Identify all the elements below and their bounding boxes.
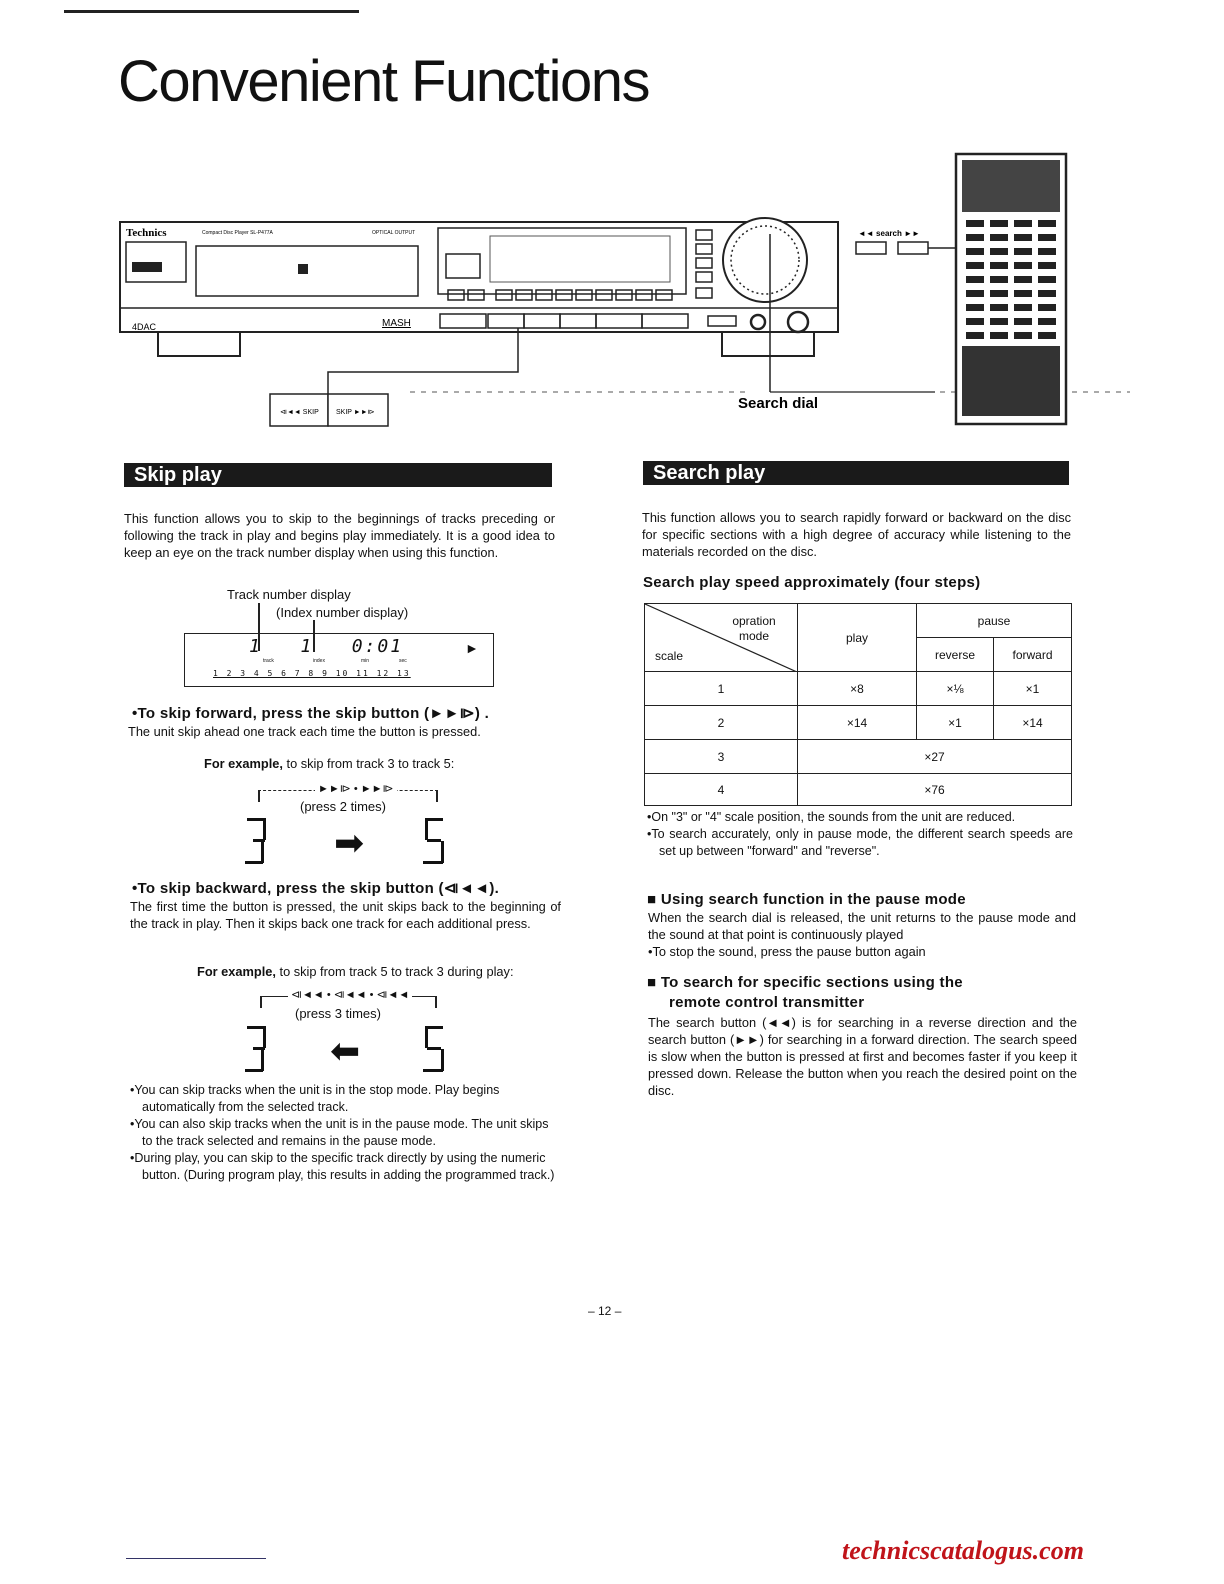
search-buttons-label: ◄◄ search ►► [858,229,920,238]
skip-forward-callout-label: SKIP ►►⧐ [336,409,375,416]
row1-play: ×8 [798,672,917,706]
page-number: – 12 – [588,1304,622,1318]
player-foot-right [722,332,814,356]
press3-symbols: ⧏◄◄ • ⧏◄◄ • ⧏◄◄ [288,988,412,1001]
skip-back-callout-label: ⧏◄◄ SKIP [280,409,319,416]
page-title: Convenient Functions [118,49,649,114]
track-number-display-label: Track number display [227,587,351,602]
top-rule [64,10,359,13]
skip-forward-heading: •To skip forward, press the skip button (►►⧐) . [132,705,490,722]
lcd-digits: 1 1 0:01 [249,636,404,657]
left-arrow-icon: ⬅ [330,1030,361,1071]
example-2-text: to skip from track 5 to track 3 during play: [275,964,514,979]
row2-scale: 2 [645,706,798,740]
remote-text: The search button (◄◄) is for searching in a reverse direction and the search button (►►) for searching in a forward direction. The search speed is slow when the button is pressed at first and becomes faster if you keep it pressed down. Release the button when you reach the desired point on the disc. [648,1015,1077,1098]
pause-mode-heading: ■ Using search function in the pause mode [647,891,966,908]
mash-text: MASH [382,318,411,329]
table-note-2: •To search accurately, only in pause mode, the different search speeds are set up between "forward" and "reverse". [647,827,1073,858]
skip-play-heading: Skip play [124,463,552,487]
play-indicator-icon: ► [465,640,479,656]
example-1 [204,756,454,771]
remote-heading-line2: remote control transmitter [669,994,865,1011]
example-1-bold: For example, [204,756,283,771]
search-play-heading: Search play [643,461,1069,485]
skip-notes [130,1082,561,1184]
table-row [645,672,1072,706]
digit-3-before [245,818,267,866]
press3-label: (press 3 times) [295,1006,381,1021]
row1-reverse: ×⅛ [917,672,994,706]
lcd-display [184,633,494,687]
search-speed-table [644,603,1072,806]
footer-rule [126,1558,266,1559]
row2-reverse: ×1 [917,706,994,740]
brand-text: Technics [126,227,167,239]
footer-link[interactable]: technicscatalogus.com [842,1536,1084,1565]
table-row [645,706,1072,740]
scale-header: scale [655,649,684,663]
reverse-header: reverse [917,638,994,672]
press2-label: (press 2 times) [300,799,386,814]
skip-backward-text: The first time the button is pressed, the unit skips back to the beginning of the track in play. Then it skips back one track for each additional press. [130,899,561,931]
skip-play-intro: This function allows you to skip to the beginnings of tracks preceding or following the track in play and begins play immediately. It is a good idea to keep an eye on the track number display when using this function. [124,511,555,560]
skip-backward-heading: •To skip backward, press the skip button (⧏◄◄). [132,880,500,897]
model-text: Compact Disc Player SL-P477A [202,230,273,236]
lcd-caption-track: track [263,658,274,664]
row1-forward: ×1 [994,672,1072,706]
digit-3-target [245,1026,267,1074]
example-1-text: to skip from track 3 to track 5: [282,756,455,771]
cd-logo [298,264,308,274]
row4-scale: 4 [645,774,798,806]
fourdac-text: 4DAC [132,322,157,332]
table-note-1: •On "3" or "4" scale position, the sounds from the unit are reduced. [647,810,1016,824]
operation-mode-header: opration mode [732,614,776,643]
device-illustration [110,150,1140,440]
table-title: Search play speed approximately (four steps) [643,574,981,591]
press2-symbols: ►►⧐ • ►►⧐ [315,782,397,795]
row2-forward: ×14 [994,706,1072,740]
search-dial-knob [723,218,807,302]
search-back-button-illustration [856,242,886,254]
table-corner-cell [645,604,798,672]
row4-speed: ×76 [798,774,1072,806]
row3-scale: 3 [645,740,798,774]
forward-header: forward [994,638,1072,672]
search-dial-label: Search dial [738,395,819,412]
lcd-caption-sec: sec [399,658,407,664]
skip-note-2: •You can also skip tracks when the unit is in the pause mode. The unit skips to the track selected and remains in the pause mode. [130,1117,549,1148]
player-foot-left [158,332,240,356]
pause-header: pause [917,604,1072,638]
search-play-intro: This function allows you to search rapidly forward or backward on the disc for specific sections with a high degree of accuracy while listening to the materials recorded on the disc. [642,510,1071,559]
skip-note-1: •You can skip tracks when the unit is in the stop mode. Play begins automatically from the selected track. [130,1083,500,1114]
lcd-caption-index: index [313,658,325,664]
pause-mode-note: •To stop the sound, press the pause button again [648,944,926,959]
row1-scale: 1 [645,672,798,706]
example-2-bold: For example, [197,964,276,979]
row3-speed: ×27 [798,740,1072,774]
table-row [645,774,1072,806]
search-forward-button-illustration [898,242,928,254]
example-2 [197,964,514,979]
remote-heading-line1: ■ To search for specific sections using the [647,974,963,991]
pause-mode-text: When the search dial is released, the unit returns to the pause mode and the sound at that point is continuously played [648,910,1076,942]
play-header: play [798,604,917,672]
table-notes [647,809,1073,860]
table-row [645,740,1072,774]
digit-5-start [423,1026,445,1074]
lcd-caption-min: min [361,658,370,664]
skip-forward-text: The unit skip ahead one track each time the button is pressed. [128,724,481,739]
skip-note-3: •During play, you can skip to the specific track directly by using the numeric button. (During program play, this results in adding the programmed track.) [130,1151,555,1182]
right-arrow-icon: ➡ [334,822,365,863]
optical-text: OPTICAL OUTPUT [372,230,416,236]
lcd-track-calendar: 1 2 3 4 5 6 7 8 9 10 11 12 13 [213,669,411,678]
row2-play: ×14 [798,706,917,740]
index-number-display-label: (Index number display) [276,605,409,620]
digit-5-after [423,818,445,866]
